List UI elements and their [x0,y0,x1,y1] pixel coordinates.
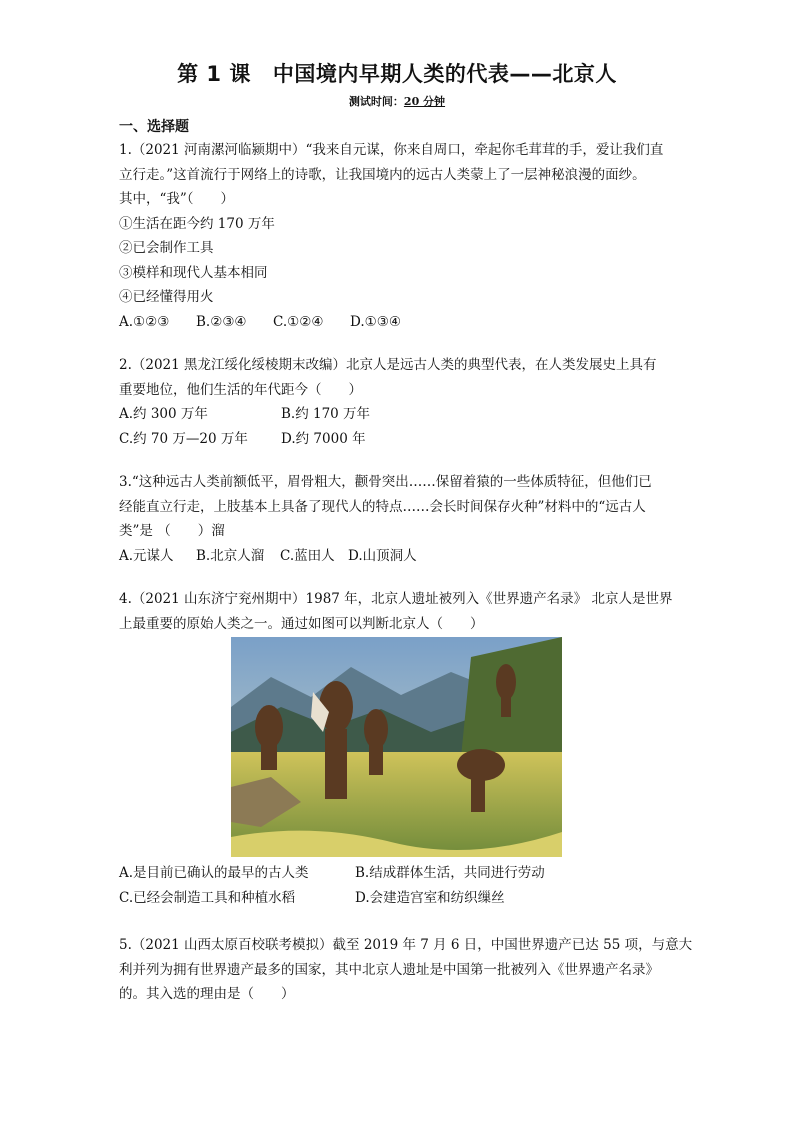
figure-mid-legs [369,745,383,775]
q1-line: 立行走。”这首流行于网络上的诗歌，让我国境内的远古人类蒙上了一层神秘浪漫的面纱。 [119,166,646,183]
q4-line: 上最重要的原始人类之一。通过如图可以判断北京人（ ） [119,615,484,632]
q2-option-d: D.约 7000 年 [281,430,366,447]
q3-option-a: A.元谋人 [119,547,174,564]
q1-line: ③模样和现代人基本相同 [119,264,268,281]
q2-option-c: C.约 70 万—20 万年 [119,430,248,447]
figure-mid [364,709,388,749]
q1-line: ①生活在距今约 170 万年 [119,215,275,232]
figure-center-legs [325,729,347,799]
q4-option-b: B.结成群体生活，共同进行劳动 [355,865,545,881]
q2-line: 2.（2021 黑龙江绥化绥棱期末改编）北京人是远古人类的典型代表，在人类发展史上具有 [119,357,657,373]
q3-line: 3.“这种远古人类前额低平，眉骨粗大，颧骨突出……保留着猿的一些体质特征，但他们已 [119,474,652,490]
q1-line: ④已经懂得用火 [119,289,214,305]
q2-option-b: B.约 170 万年 [281,406,371,422]
q3-option-d: D.山顶洞人 [348,547,417,564]
q3-line: 经能直立行走，上肢基本上具备了现代人的特点……会长时间保存火种”材料中的“远古人 [119,498,646,515]
q5-line: 5.（2021 山西太原百校联考模拟）截至 2019 年 7 月 6 日，中国世界遗产已达 55 项，与意大 [119,937,693,953]
q4-option-a: A.是目前已确认的最早的古人类 [119,865,309,881]
q5-line: 利并列为拥有世界遗产最多的国家，其中北京人遗址是中国第一批被列入《世界遗产名录》 [119,961,659,978]
figure-left-legs [261,742,277,770]
question-2 [119,353,679,451]
question-4-options [119,861,679,910]
page-title: 第 1 课 中国境内早期人类的代表——北京人 [177,62,617,86]
q1-option-c: C.①②④ [273,313,324,330]
q4-option-c: C.已经会制造工具和种植水稻 [119,889,296,906]
q2-options-row-1 [119,402,679,427]
q4-options-row-2 [119,886,679,911]
question-5 [119,933,693,1007]
q1-option-d: D.①③④ [350,313,401,330]
q4-option-d: D.会建造宫室和纺织缫丝 [355,889,505,906]
test-time: 测试时间：20 分钟 [348,95,446,108]
q1-options [119,310,679,335]
section-heading: 一、选择题 [119,119,189,135]
q2-option-a: A.约 300 万年 [119,406,208,422]
q3-option-b: B.北京人溜 [196,547,265,564]
q3-options [119,544,679,569]
illustration-drawing [231,637,562,857]
q5-line: 的。其入选的理由是（ ） [119,986,295,1002]
q1-line: 其中，“我”（ ） [119,191,235,207]
q1-option-b: B.②③④ [196,313,247,330]
q2-line: 重要地位，他们生活的年代距今（ ） [119,381,362,398]
question-4 [119,587,679,636]
peking-man-illustration [231,637,562,857]
q3-line: 类”是 （ ）溜 [119,523,225,539]
figure-right-legs [471,772,485,812]
q1-line: 1.（2021 河南漯河临颍期中）“我来自元谋，你来自周口，牵起你毛茸茸的手，爱让我们直 [119,142,664,158]
q4-line: 4.（2021 山东济宁兖州期中）1987 年，北京人遗址被列入《世界遗产名录》 北京人是世界 [119,591,673,607]
q3-option-c: C.蓝田人 [280,547,335,564]
q4-options-row-1 [119,861,679,886]
question-1 [119,138,679,334]
figure-far-right-legs [501,692,511,717]
q1-line: ②已会制作工具 [119,240,214,256]
q1-option-a: A.①②③ [119,313,170,330]
q2-options-row-2 [119,427,679,452]
question-3 [119,470,679,568]
